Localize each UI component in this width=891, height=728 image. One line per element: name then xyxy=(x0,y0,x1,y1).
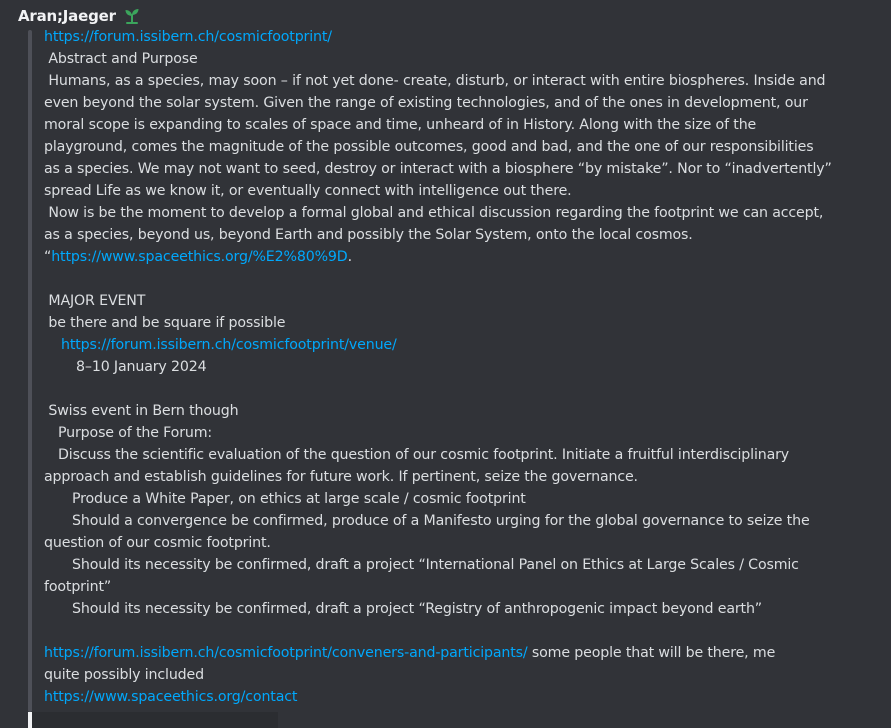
text-line: Produce a White Paper, on ethics at large scale / cosmic footprint xyxy=(72,491,526,507)
participants-note: some people that will be there, me xyxy=(527,645,776,661)
period: . xyxy=(347,249,352,265)
message-content xyxy=(44,26,844,708)
text-line: Should its necessity be confirmed, draft a project “Registry of anthropogenic impact beyond earth” xyxy=(72,601,762,617)
contact-link[interactable]: https://www.spaceethics.org/contact xyxy=(44,689,298,705)
text-line: approach and establish guidelines for future work. If pertinent, seize the governance. xyxy=(44,469,638,485)
text-line: quite possibly included xyxy=(44,667,204,683)
forum-link-line xyxy=(44,26,844,48)
quote-bar xyxy=(28,30,32,712)
text-line: even beyond the solar system. Given the range of existing technologies, and of the ones in development, our xyxy=(44,95,808,111)
text-line: Now is be the moment to develop a formal global and ethical discussion regarding the footprint we can accept, xyxy=(44,205,824,221)
text-line: spread Life as we know it, or eventually connect with intelligence out there. xyxy=(44,183,572,199)
venue-link-line xyxy=(44,334,844,356)
author-name[interactable]: Aran;Jaeger xyxy=(18,7,116,25)
message-input-edge xyxy=(28,712,278,728)
quote-mark: “ xyxy=(44,249,52,265)
text-line: MAJOR EVENT xyxy=(44,293,146,309)
forum-link[interactable]: https://forum.issibern.ch/cosmicfootprint/ xyxy=(44,29,332,45)
text-line: Should a convergence be confirmed, produce of a Manifesto urging for the global governance to seize the xyxy=(72,513,810,529)
text-line: as a species, beyond us, beyond Earth and possibly the Solar System, onto the local cosmos. xyxy=(44,227,693,243)
message-header xyxy=(18,6,142,26)
text-line: Should its necessity be confirmed, draft a project “International Panel on Ethics at Large Scales / Cosmic xyxy=(72,557,799,573)
blank-line xyxy=(44,268,844,290)
contact-link-line xyxy=(44,686,844,708)
participants-link-line xyxy=(44,642,844,664)
text-line: footprint” xyxy=(44,579,112,595)
blank-line xyxy=(44,620,844,642)
text-line: Humans, as a species, may soon – if not yet done- create, disturb, or interact with entire biospheres. Inside and xyxy=(44,73,826,89)
text-line: playground, comes the magnitude of the possible outcomes, good and bad, and the one of our responsibilities xyxy=(44,139,814,155)
spaceethics-link[interactable]: https://www.spaceethics.org/%E2%80%9D xyxy=(51,249,348,265)
text-line: Discuss the scientific evaluation of the question of our cosmic footprint. Initiate a fruitful interdisciplinary xyxy=(58,447,790,463)
sprout-icon[interactable] xyxy=(122,6,142,26)
text-line: Purpose of the Forum: xyxy=(58,425,213,441)
participants-link[interactable]: https://forum.issibern.ch/cosmicfootprint/conveners-and-participants/ xyxy=(44,645,528,661)
text-line: moral scope is expanding to scales of space and time, unheard of in History. Along with the size of the xyxy=(44,117,757,133)
text-line: as a species. We may not want to seed, destroy or interact with a biosphere “by mistake”. Nor to “inadvertently” xyxy=(44,161,832,177)
text-line: be there and be square if possible xyxy=(44,315,286,331)
venue-link[interactable]: https://forum.issibern.ch/cosmicfootprint/venue/ xyxy=(61,337,397,353)
spaceethics-link-line xyxy=(44,246,844,268)
text-line: Swiss event in Bern though xyxy=(44,403,239,419)
blank-line xyxy=(44,378,844,400)
date-line: 8–10 January 2024 xyxy=(76,359,207,375)
text-line: question of our cosmic footprint. xyxy=(44,535,271,551)
text-line: Abstract and Purpose xyxy=(44,51,198,67)
